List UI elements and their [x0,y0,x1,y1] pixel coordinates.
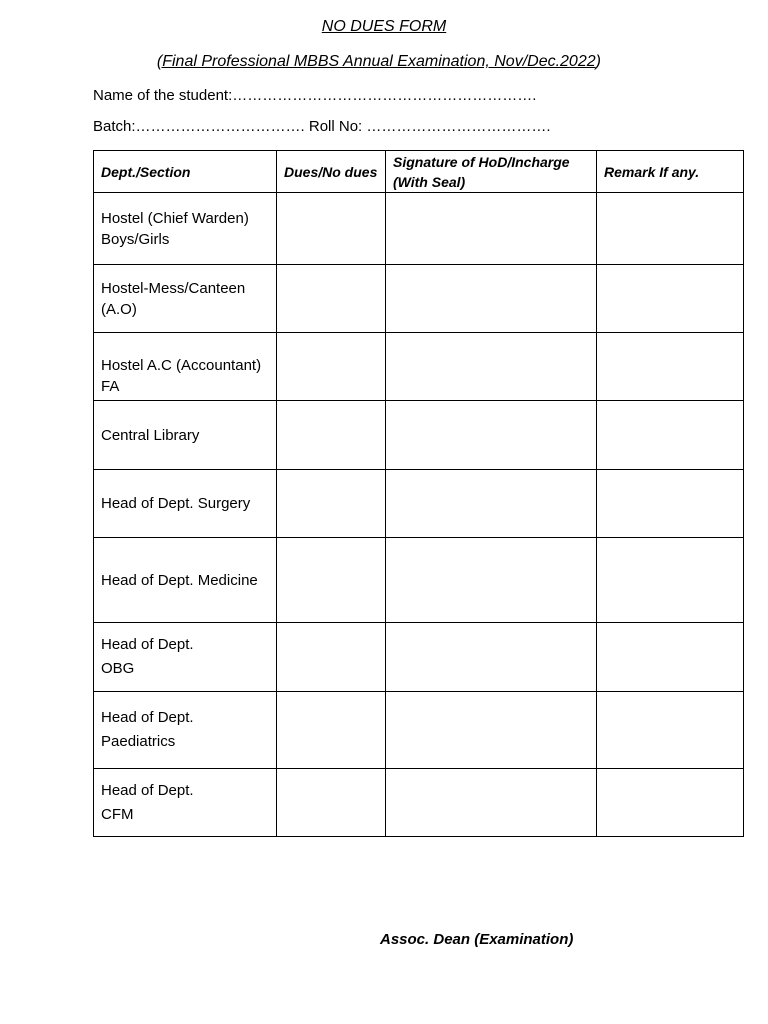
dept-cell: Hostel-Mess/Canteen (A.O) [94,265,277,333]
signature-cell[interactable] [386,623,597,692]
dues-cell[interactable] [277,333,386,401]
header-remark: Remark If any. [597,151,744,193]
signature-cell[interactable] [386,769,597,837]
signature-cell[interactable] [386,538,597,623]
remark-cell[interactable] [597,193,744,265]
remark-cell[interactable] [597,401,744,470]
student-name-field: Name of the student:……………………………………………………. [93,87,537,104]
remark-cell[interactable] [597,333,744,401]
signature-cell[interactable] [386,470,597,538]
remark-cell[interactable] [597,538,744,623]
dues-cell[interactable] [277,265,386,333]
dept-cell: Hostel (Chief Warden) Boys/Girls [94,193,277,265]
signature-cell[interactable] [386,692,597,769]
dues-cell[interactable] [277,401,386,470]
table-row [94,692,744,769]
remark-cell[interactable] [597,623,744,692]
remark-cell[interactable] [597,692,744,769]
subtitle-exam-name: (Final Professional MBBS Annual Examination, Nov/Dec.2022 [156,53,596,70]
table-row [94,193,744,265]
table-row [94,401,744,470]
form-subtitle [148,53,601,71]
remark-cell[interactable] [597,470,744,538]
dept-cell: Head of Dept. Medicine [94,538,277,623]
dept-cell: Head of Dept. Paediatrics [94,692,277,769]
signature-cell[interactable] [386,333,597,401]
header-signature: Signature of HoD/Incharge (With Seal) [386,151,597,193]
subtitle-lead [148,53,157,70]
dues-cell[interactable] [277,623,386,692]
table-row [94,623,744,692]
table-row [94,538,744,623]
signature-cell[interactable] [386,193,597,265]
table-row [94,265,744,333]
header-dues-status: Dues/No dues [277,151,386,193]
table-row [94,333,744,401]
dept-cell: Hostel A.C (Accountant) FA [94,333,277,401]
dues-cell[interactable] [277,470,386,538]
table-header-row [94,151,744,193]
dues-cell[interactable] [277,769,386,837]
dept-cell: Head of Dept. OBG [94,623,277,692]
dept-cell: Central Library [94,401,277,470]
remark-cell[interactable] [597,265,744,333]
dept-cell: Head of Dept. Surgery [94,470,277,538]
dept-cell: Head of Dept. CFM [94,769,277,837]
form-title: NO DUES FORM [321,18,447,35]
signature-cell[interactable] [386,265,597,333]
table-row [94,470,744,538]
dues-cell[interactable] [277,193,386,265]
batch-roll-field: Batch:……………………………. Roll No: ………………………………. [93,118,551,135]
assoc-dean-signatory: Assoc. Dean (Examination) [380,931,574,948]
header-dept-section: Dept./Section [94,151,277,193]
remark-cell[interactable] [597,769,744,837]
dues-cell[interactable] [277,692,386,769]
dues-cell[interactable] [277,538,386,623]
table-row [94,769,744,837]
no-dues-table [93,150,744,837]
signature-cell[interactable] [386,401,597,470]
subtitle-close-paren: ) [595,53,601,70]
